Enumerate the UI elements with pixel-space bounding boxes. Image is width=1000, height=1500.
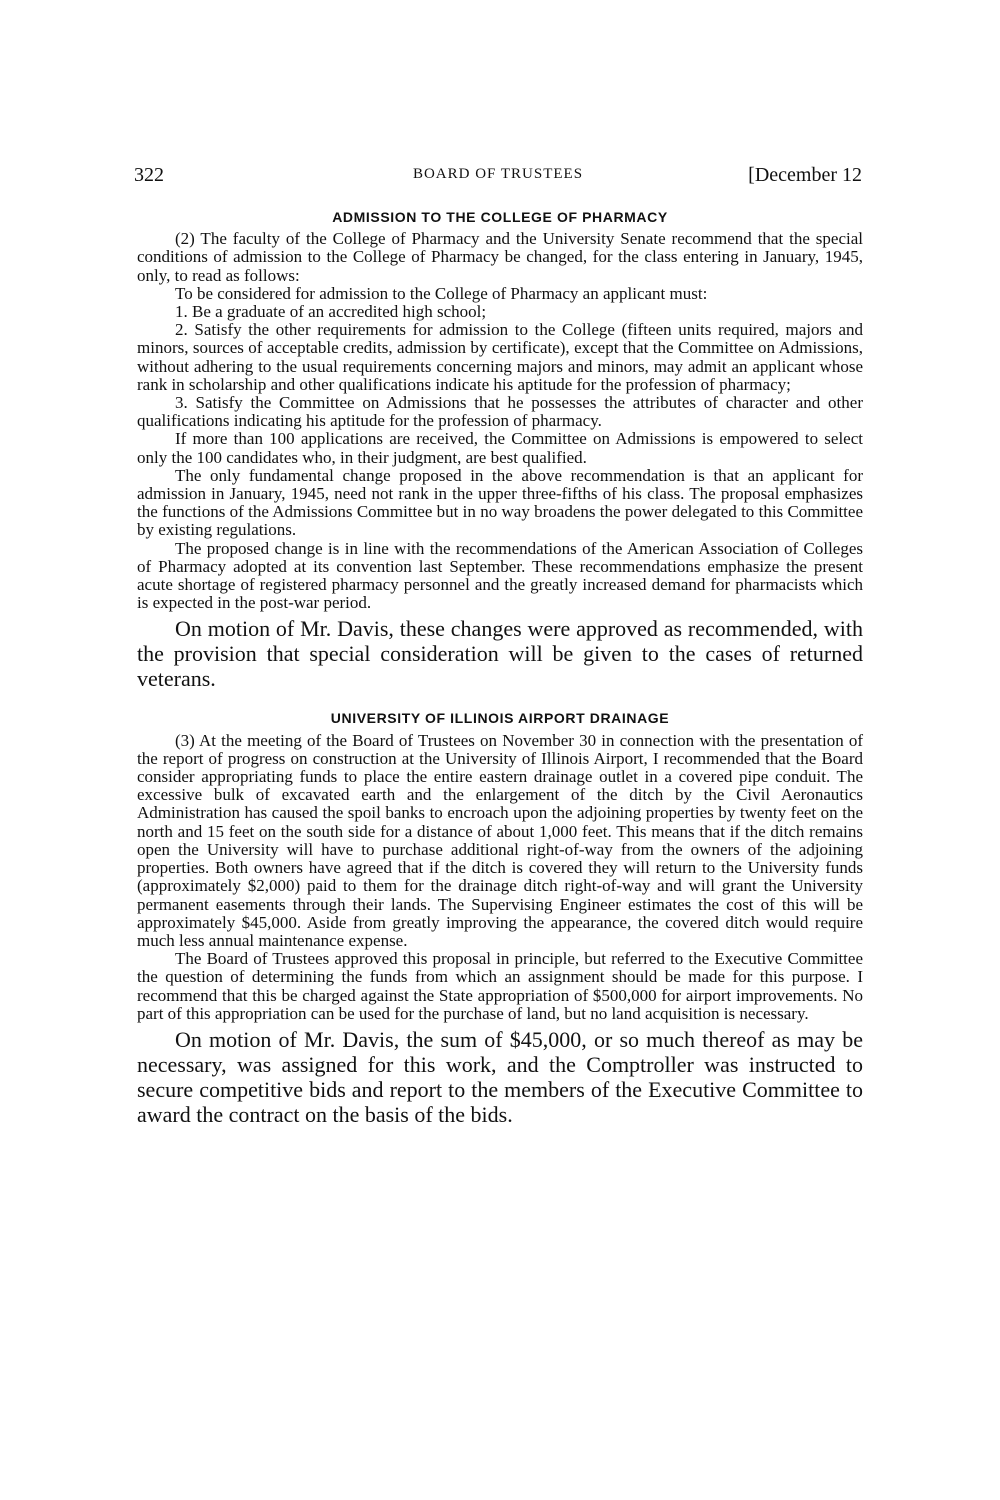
page-body	[137, 208, 863, 1127]
section-heading-pharmacy: ADMISSION TO THE COLLEGE OF PHARMACY	[332, 209, 668, 225]
list-item: 3. Satisfy the Committee on Admissions that he possesses the attributes of character and other qualifications indicating his aptitude for the profession of pharmacy.	[137, 393, 863, 431]
paragraph: (2) The faculty of the College of Pharmacy and the University Senate recommend that the special conditions of admission to the College of Pharmacy be changed, for the class entering in January, 1945, only, to read as follows:	[137, 229, 863, 285]
paragraph: (3) At the meeting of the Board of Trustees on November 30 in connection with the presentation of the report of progress on construction at the University of Illinois Airport, I recommended that the Board consider appropriating funds to place the entire eastern drainage outlet in a covered pipe conduit. The excessive bulk of excavated earth and the enlargement of the ditch by the Civil Aeronautics Administration has caused the spoil banks to encroach upon the adjoining properties by twenty feet on the north and 15 feet on the south side for a distance of about 1,000 feet. This means that if the ditch remains open the University will have to purchase additional right-of-way from the owners of the adjoining properties. Both owners have agreed that if the ditch is covered they will return to the University funds (approximately $2,000) paid to them for the drainage ditch right-of-way and will grant the University permanent easements through their lands. The Supervising Engineer estimates the cost of this will be approximately $45,000. Aside from greatly improving the appearance, the covered ditch would require much less annual maintenance expense.	[137, 730, 863, 950]
page-number: 322	[134, 164, 164, 186]
paragraph: The Board of Trustees approved this proposal in principle, but referred to the Executive Committee the question of determining the funds from which an assignment should be made for this purpose. I recommend that this be charged against the State appropriation of $500,000 for airport improvements. No part of this appropriation can be used for the purchase of land, but no land acquisition is necessary.	[137, 949, 863, 1023]
paragraph: The proposed change is in line with the recommendations of the American Association of Colleges of Pharmacy adopted at its convention last September. These recommendations emphasize the present acute shortage of registered pharmacy personnel and the greatly increased demand for pharmacists which is expected in the post-war period.	[137, 538, 863, 613]
page-header	[134, 164, 862, 194]
motion-paragraph: On motion of Mr. Davis, these changes were approved as recommended, with the provision that special consideration will be given to the cases of returned veterans.	[137, 616, 863, 692]
paragraph: If more than 100 applications are received, the Committee on Admissions is empowered to select only the 100 candidates who, in their judgment, are best qualified.	[137, 429, 863, 467]
motion-paragraph: On motion of Mr. Davis, the sum of $45,000, or so much thereof as may be necessary, was assigned for this work, and the Comptroller was instructed to secure competitive bids and report to the members of the Executive Committee to award the contract on the basis of the bids.	[137, 1026, 863, 1127]
paragraph: The only fundamental change proposed in the above recommendation is that an applicant for admission in January, 1945, need not rank in the upper three-fifths of his class. The proposal emphasizes the functions of the Admissions Committee but in no way broadens the power delegated to this Committee by existing regulations.	[137, 465, 863, 540]
running-title: BOARD OF TRUSTEES	[412, 166, 584, 182]
list-item: 2. Satisfy the other requirements for admission to the College (fifteen units required, majors and minors, sources of acceptable credits, admission by certificate), except that the Committee on Admissions, without adhering to the usual requirements concerning majors and minors, may admit an applicant whose rank in scholarship and other qualifications indicate his aptitude for the profession of pharmacy;	[137, 320, 863, 394]
section-heading-airport: UNIVERSITY OF ILLINOIS AIRPORT DRAINAGE	[330, 710, 670, 727]
header-date: [December 12	[748, 164, 862, 186]
paragraph: To be considered for admission to the College of Pharmacy an applicant must:	[175, 283, 708, 303]
list-item: 1. Be a graduate of an accredited high school;	[175, 302, 487, 322]
